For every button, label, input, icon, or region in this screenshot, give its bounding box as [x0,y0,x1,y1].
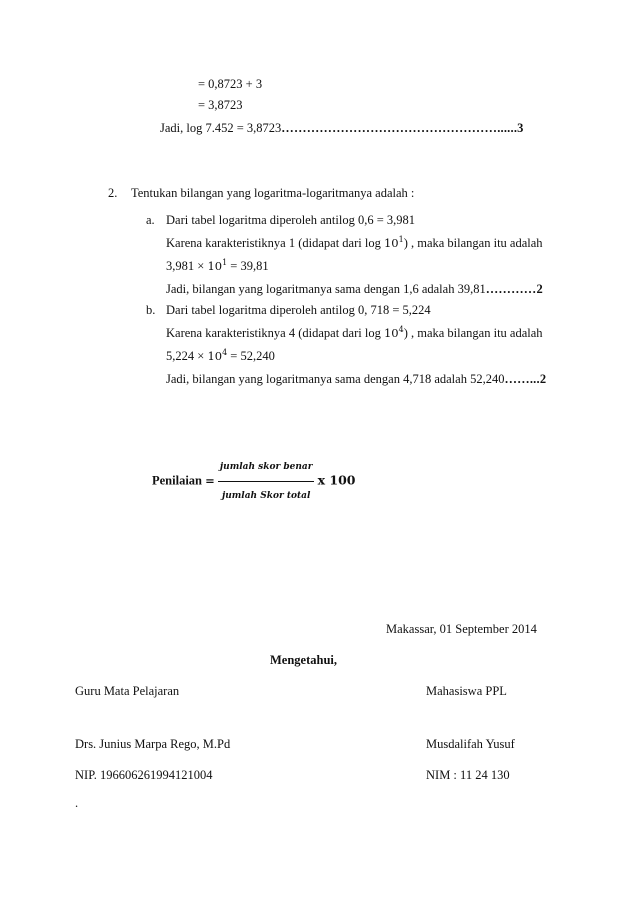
part-b-line-3-post: = 52,240 [227,349,275,363]
part-b-power-base: 10 [383,326,399,340]
student-role: Mahasiswa PPL [426,684,507,698]
part-a-power [384,236,404,250]
scoring-denominator: jumlah Skor total [221,491,311,501]
calc-conclusion-dots: ……………………………………………......3 [281,121,524,135]
part-a-line-3 [166,258,269,274]
place-date: Makassar, 01 September 2014 [386,622,537,636]
part-b-line-4-dots: ……...2 [504,372,547,386]
part-b-power [384,326,404,340]
acknowledged-heading: Mengetahui, [270,653,338,667]
part-b-line-3-pre: 5,224 × [166,349,208,363]
part-a-line-4 [166,281,543,297]
part-b-power-exp: 4 [398,325,404,334]
calc-conclusion-text: Jadi, log 7.452 = 3,8723 [160,121,282,135]
scoring-formula [152,454,356,509]
part-a-power-base: 10 [383,236,399,250]
part-a-line-3-pre: 3,981 × [166,259,208,273]
part-b-line-2-pre: Karena karakteristiknya 4 (didapat dari log [166,326,384,340]
part-b-line-4 [166,371,546,387]
question-2-number: 2. [108,186,118,200]
part-a-line-2-post: ) , maka bilangan itu adalah [403,236,543,250]
footer-mark: . [75,796,79,810]
part-a-line-1: Dari tabel logaritma diperoleh antilog 0,6 = 3,981 [166,213,415,227]
part-a-line-4-text: Jadi, bilangan yang logaritmanya sama dengan 1,6 adalah 39,81 [166,282,486,296]
part-b-line-4-text: Jadi, bilangan yang logaritmanya sama dengan 4,718 adalah 52,240 [166,372,505,386]
part-a-line-3-exp: 1 [222,258,228,267]
part-b-line-2 [166,325,543,341]
scoring-fraction [218,454,315,509]
part-b-line-2-post: ) , maka bilangan itu adalah [403,326,543,340]
part-b-line-3-exp: 4 [222,348,228,357]
part-a-line-3-post: = 39,81 [227,259,269,273]
part-b-line-3-base: 10 [207,349,223,363]
question-2-prompt: Tentukan bilangan yang logaritma-logaritmanya adalah : [131,186,415,200]
scoring-numerator: jumlah skor benar [218,454,315,482]
scoring-multiplier: x 100 [317,472,356,488]
part-a-line-3-power [207,259,227,273]
scoring-equals: = [205,473,215,488]
teacher-role: Guru Mata Pelajaran [75,684,180,698]
part-b-line-3-power [207,349,227,363]
part-a-line-2-pre: Karena karakteristiknya 1 (didapat dari log [166,236,384,250]
part-a-line-3-base: 10 [207,259,223,273]
part-a-line-4-dots: …………2 [485,282,543,296]
part-a-line-2 [166,235,543,251]
teacher-nip: NIP. 196606261994121004 [75,768,213,782]
part-a-label: a. [146,213,155,227]
part-b-line-3 [166,348,275,364]
scoring-label: Penilaian [152,473,203,488]
student-nim: NIM : 11 24 130 [426,768,510,782]
part-a-power-exp: 1 [398,235,404,244]
part-b-label: b. [146,303,156,317]
calc-line-2: = 3,8723 [198,98,243,112]
part-b-line-1: Dari tabel logaritma diperoleh antilog 0, 718 = 5,224 [166,303,431,317]
calc-conclusion [160,120,524,136]
teacher-name: Drs. Junius Marpa Rego, M.Pd [75,737,231,751]
student-name: Musdalifah Yusuf [426,737,515,751]
calc-line-1: = 0,8723 + 3 [198,77,263,91]
